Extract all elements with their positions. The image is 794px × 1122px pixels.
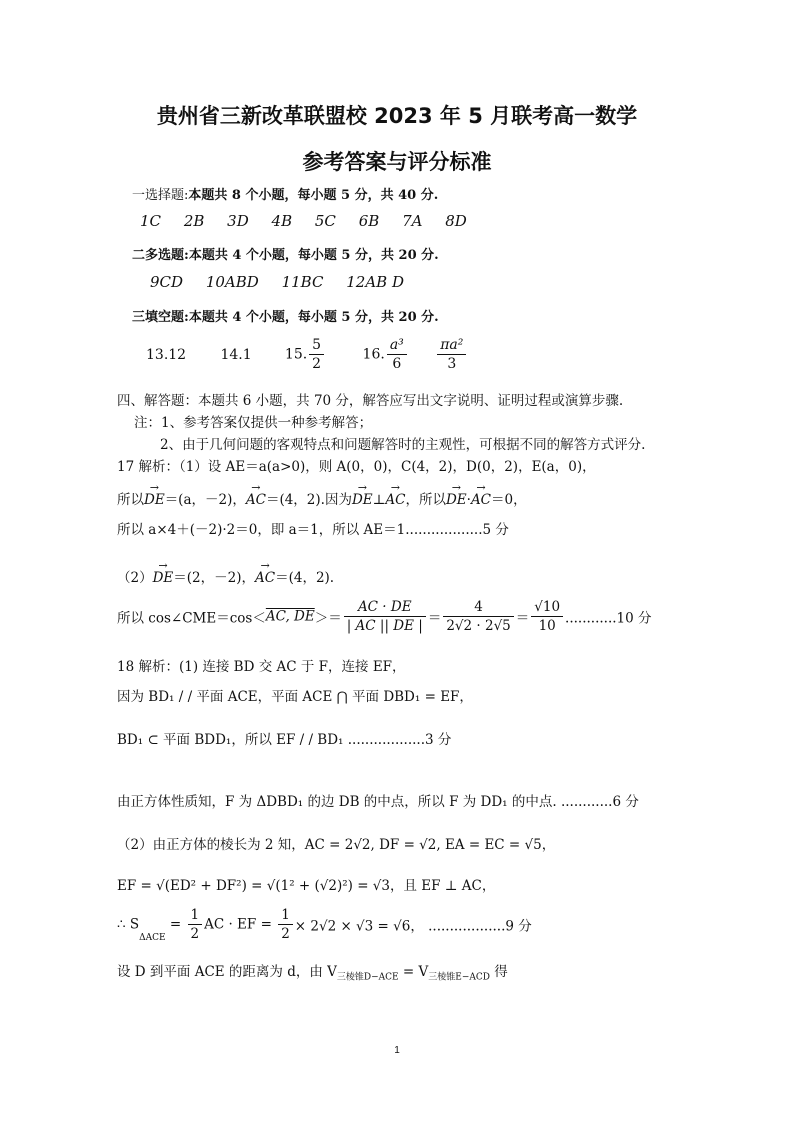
answer-item: 3D [227, 212, 249, 230]
text: （2） [117, 570, 153, 586]
note-1: 注：1、参考答案仅提供一种参考解答； [134, 415, 373, 431]
text: ＝0， [491, 492, 527, 508]
vector-ac: → AC [385, 492, 405, 508]
answer-item: 2B [183, 212, 205, 230]
answer-15-prefix: 15. [284, 346, 308, 363]
page-subtitle: 参考答案与评分标准 [302, 150, 492, 174]
text: 设 D 到平面 ACE 的距离为 d，由 V [117, 964, 337, 980]
text: ＞＝ [314, 610, 342, 627]
fraction-numerator: a³ [387, 336, 407, 355]
fraction-denominator: 3 [447, 356, 457, 372]
multi-answers [150, 273, 422, 291]
vector-de: → DE [446, 492, 467, 508]
q18-line-4: 由正方体性质知，F 为 ΔDBD₁ 的边 DB 的中点，所以 F 为 DD₁ 的中点. ............6 分 [117, 794, 639, 810]
text: ∴ S [117, 916, 140, 933]
answer-15-fraction [309, 336, 324, 373]
fraction-numerator: 1 [188, 906, 203, 925]
fraction-denominator: 2√2 · 2√5 [446, 618, 511, 634]
text: ＝(2，－2)， [173, 570, 255, 586]
fraction-numerator: AC · DE [344, 598, 426, 617]
vector-de: → DE [144, 492, 165, 508]
fraction-numerator: πa² [437, 336, 466, 355]
half-fraction [188, 906, 203, 943]
text: AC · EF = [204, 916, 277, 933]
answer-16-fraction [387, 336, 407, 373]
page-number: 1 [394, 1045, 400, 1056]
fraction-denominator: 10 [538, 618, 556, 634]
text: ⊥ [372, 492, 386, 508]
fraction-denominator: 2 [190, 926, 200, 942]
vector-de: → DE [153, 570, 174, 586]
subscript: 三棱锥D−ACE [336, 972, 399, 983]
text: · [466, 492, 471, 508]
vector-de: → DE [352, 492, 373, 508]
fraction-numerator: 1 [278, 906, 293, 925]
mc-section-header [132, 184, 438, 203]
fraction-denominator: 2 [312, 356, 322, 372]
fraction-numerator: 5 [309, 336, 324, 355]
multi-desc: 本题共 4 个小题，每小题 5 分，共 20 分. [188, 248, 439, 263]
vector-ac: → AC [246, 492, 266, 508]
solve-section-header: 四、解答题：本题共 6 小题，共 70 分，解答应写出文字说明、证明过程或演算步骤. [117, 393, 624, 409]
score: ............10 分 [565, 610, 652, 627]
answer-item: 12AB D [346, 273, 404, 291]
answer-item: 8D [445, 212, 467, 230]
text: 所以 cos∠CME＝cos＜ [117, 610, 266, 627]
text: ＝(4，2). [275, 570, 335, 586]
text: 所以 [117, 492, 144, 508]
q17-line-5 [117, 598, 652, 635]
text: ＝ [515, 610, 530, 627]
text: = [165, 916, 186, 933]
vector-ac: → AC [471, 492, 491, 508]
q18-line-3: BD₁ ⊂ 平面 BDD₁，所以 EF / / BD₁ ..................3 分 [117, 732, 452, 748]
text: × 2√2 × √3 = √6， ..................9 分 [294, 918, 532, 935]
mc-answers [140, 212, 485, 230]
fraction-denominator: | AC || DE | [346, 618, 423, 634]
text: ，所以 [405, 492, 446, 508]
answer-item: 9CD [150, 273, 184, 291]
multi-label: 二多选题: [132, 248, 189, 263]
subscript: 三棱锥E−ACD [428, 972, 490, 983]
note-2: 2、由于几何问题的客观特点和问题解答时的主观性，可根据不同的解答方式评分. [160, 437, 646, 453]
fraction-denominator: 2 [281, 926, 290, 942]
answer-item: 6B [358, 212, 380, 230]
fill-section-header [132, 306, 439, 325]
fraction-denominator: 6 [392, 356, 402, 372]
q18-line-8 [117, 960, 508, 983]
q18-line-5: （2）由正方体的棱长为 2 知，AC = 2√2, DF = √2, EA = EC = √5， [117, 837, 556, 853]
q18-line-2: 因为 BD₁ / / 平面 ACE，平面 ACE ⋂ 平面 DBD₁ = EF， [117, 689, 473, 705]
text: ＝(4，2).因为 [265, 492, 352, 508]
subscript: ΔACE [139, 933, 166, 943]
fraction-numerator: √10 [531, 598, 563, 617]
fraction-numerator: 4 [443, 598, 513, 617]
q18-line-1: 18 解析：(1) 连接 BD 交 AC 于 F，连接 EF， [117, 659, 406, 675]
answer-item: 10ABD [205, 273, 259, 291]
cos-fraction [344, 598, 426, 635]
cos-fraction-2 [443, 598, 513, 635]
mc-desc: 本题共 8 个小题，每小题 5 分，共 40 分. [188, 188, 439, 203]
half-fraction [278, 906, 293, 943]
answer-item: 1C [140, 212, 162, 230]
q17-line-1: 17 解析：（1）设 AE＝a(a>0)，则 A(0，0)，C(4，2)，D(0，2)，E(a，0)， [117, 459, 596, 475]
fill-answers [146, 336, 468, 373]
fill-label: 三填空题: [132, 310, 189, 325]
answer-16b-fraction [437, 336, 466, 373]
answer-14: 14.1 [220, 346, 252, 363]
answer-item: 5C [314, 212, 336, 230]
answer-16-prefix: 16. [362, 346, 385, 363]
text: = V [398, 964, 429, 980]
q17-line-3: 所以 a×4＋(－2)·2＝0，即 a＝1，所以 AE＝1..................5 分 [117, 522, 509, 538]
multi-section-header [132, 244, 439, 263]
fill-desc: 本题共 4 个小题，每小题 5 分，共 20 分. [188, 310, 439, 325]
answer-item: 11BC [281, 273, 324, 291]
answer-item: 7A [402, 212, 423, 230]
text: ＝(a，－2)， [164, 492, 246, 508]
vector-pair: AC, DE [265, 608, 315, 625]
q18-line-7 [117, 906, 532, 943]
page-title: 贵州省三新改革联盟校 2023 年 5 月联考高一数学 [156, 104, 638, 128]
mc-label: 一选择题: [132, 188, 189, 203]
text: ＝ [427, 610, 442, 627]
q18-line-6: EF = √(ED² + DF²) = √(1² + (√2)²) = √3，且 EF ⊥ AC， [117, 878, 496, 894]
cos-fraction-3 [531, 598, 563, 635]
answer-13: 13.12 [146, 346, 187, 363]
q17-line-2 [117, 488, 527, 508]
answer-item: 4B [271, 212, 293, 230]
q17-line-4 [117, 566, 334, 586]
text: 得 [490, 964, 508, 980]
vector-ac: → AC [255, 570, 275, 586]
